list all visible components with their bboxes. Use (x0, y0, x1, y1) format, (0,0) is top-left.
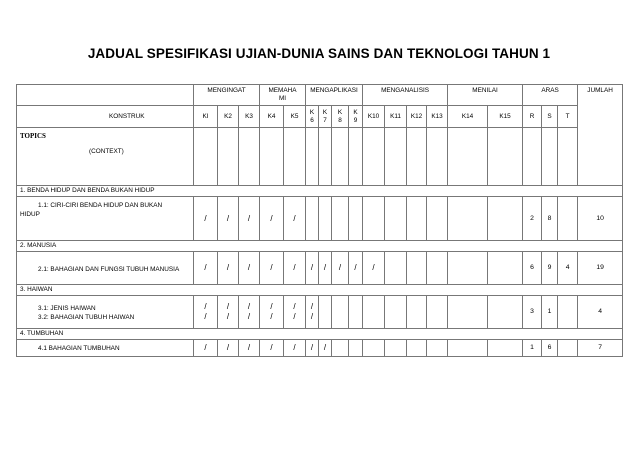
mark-k1: / (194, 197, 218, 241)
col-k2: K2 (218, 106, 239, 128)
aras-r: 2 (523, 197, 542, 241)
mark-k7: / (319, 340, 332, 357)
section-title-row (17, 329, 623, 340)
aras-s: 1 (542, 296, 558, 329)
mark-k3: / / (239, 296, 260, 329)
mark-k1: / / (194, 296, 218, 329)
header-blank (17, 85, 194, 106)
aras-s: 6 (542, 340, 558, 357)
context-label: (CONTEXT) (89, 148, 124, 155)
jumlah-value: 10 (578, 197, 623, 241)
header-topics-context (17, 128, 194, 186)
mark-k5: / (284, 340, 306, 357)
header-menganalisis: MENGANALISIS (363, 85, 448, 106)
aras-s: 8 (542, 197, 558, 241)
col-k6: K 6 (306, 106, 319, 128)
aras-t (558, 296, 578, 329)
header-menilai: MENILAI (448, 85, 523, 106)
table-row (17, 296, 623, 329)
col-s: S (542, 106, 558, 128)
col-t: T (558, 106, 578, 128)
mark-k6: / (306, 252, 319, 285)
topic-item: 2.1: BAHAGIAN DAN FUNGSI TUBUH MANUSIA (17, 252, 194, 285)
table-row (17, 340, 623, 357)
mark-k5: / / (284, 296, 306, 329)
aras-r: 6 (523, 252, 542, 285)
topic-item: 3.1: JENIS HAIWAN 3.2: BAHAGIAN TUBUH HAIWAN (17, 296, 194, 329)
section-title: 2. MANUSIA (17, 241, 623, 252)
mark-k2: / (218, 252, 239, 285)
mark-k1: / (194, 340, 218, 357)
header-aras: ARAS (523, 85, 578, 106)
col-k10: K10 (363, 106, 385, 128)
mark-k3: / (239, 340, 260, 357)
header-jumlah: JUMLAH (578, 85, 623, 186)
table-row (17, 197, 623, 241)
col-k4: K4 (260, 106, 284, 128)
aras-t: 4 (558, 252, 578, 285)
col-k8: K 8 (332, 106, 349, 128)
header-mengingat: MENGINGAT (194, 85, 260, 106)
mark-k4: / (260, 340, 284, 357)
table-row (17, 252, 623, 285)
mark-k9: / (349, 252, 363, 285)
mark-k1: / (194, 252, 218, 285)
col-k14: K14 (448, 106, 488, 128)
col-k13: K13 (427, 106, 448, 128)
section-title-row (17, 285, 623, 296)
aras-s: 9 (542, 252, 558, 285)
mark-k8: / (332, 252, 349, 285)
col-k15: K15 (488, 106, 523, 128)
mark-k7: / (319, 252, 332, 285)
page-title: JADUAL SPESIFIKASI UJIAN-DUNIA SAINS DAN TEKNOLOGI TAHUN 1 (87, 46, 551, 61)
col-k3: K3 (239, 106, 260, 128)
mark-k4: / / (260, 296, 284, 329)
mark-k6: / (306, 340, 319, 357)
mark-k5: / (284, 252, 306, 285)
header-mengaplikasi: MENGAPLIKASI (306, 85, 363, 106)
header-topics-row (17, 128, 623, 186)
col-k12: K12 (407, 106, 427, 128)
aras-r: 1 (523, 340, 542, 357)
header-memahami: MEMAHA MI (260, 85, 306, 106)
section-title-row (17, 241, 623, 252)
mark-k5: / (284, 197, 306, 241)
mark-k3: / (239, 197, 260, 241)
topic-item: 4.1 BAHAGIAN TUMBUHAN (17, 340, 194, 357)
header-group-row (17, 85, 623, 106)
col-k1: KI (194, 106, 218, 128)
mark-k2: / / (218, 296, 239, 329)
col-k11: K11 (385, 106, 407, 128)
jumlah-value: 7 (578, 340, 623, 357)
mark-k4: / (260, 252, 284, 285)
mark-k4: / (260, 197, 284, 241)
specification-table (16, 84, 623, 357)
mark-k3: / (239, 252, 260, 285)
mark-k10: / (363, 252, 385, 285)
col-k9: K 9 (349, 106, 363, 128)
topics-label: TOPICS (20, 132, 46, 140)
section-title: 3. HAIWAN (17, 285, 623, 296)
section-title-row (17, 186, 623, 197)
mark-k2: / (218, 340, 239, 357)
col-k5: K5 (284, 106, 306, 128)
aras-r: 3 (523, 296, 542, 329)
col-k7: K 7 (319, 106, 332, 128)
section-title: 1. BENDA HIDUP DAN BENDA BUKAN HIDUP (17, 186, 623, 197)
mark-k2: / (218, 197, 239, 241)
col-r: R (523, 106, 542, 128)
section-title: 4. TUMBUHAN (17, 329, 623, 340)
mark-k6: / / (306, 296, 319, 329)
header-konstruk: KONSTRUK (17, 106, 194, 128)
jumlah-value: 19 (578, 252, 623, 285)
header-code-row (17, 106, 623, 128)
jumlah-value: 4 (578, 296, 623, 329)
topic-item: 1.1: CIRI-CIRI BENDA HIDUP DAN BUKAN HIDUP (17, 197, 194, 241)
aras-t (558, 340, 578, 357)
aras-t (558, 197, 578, 241)
